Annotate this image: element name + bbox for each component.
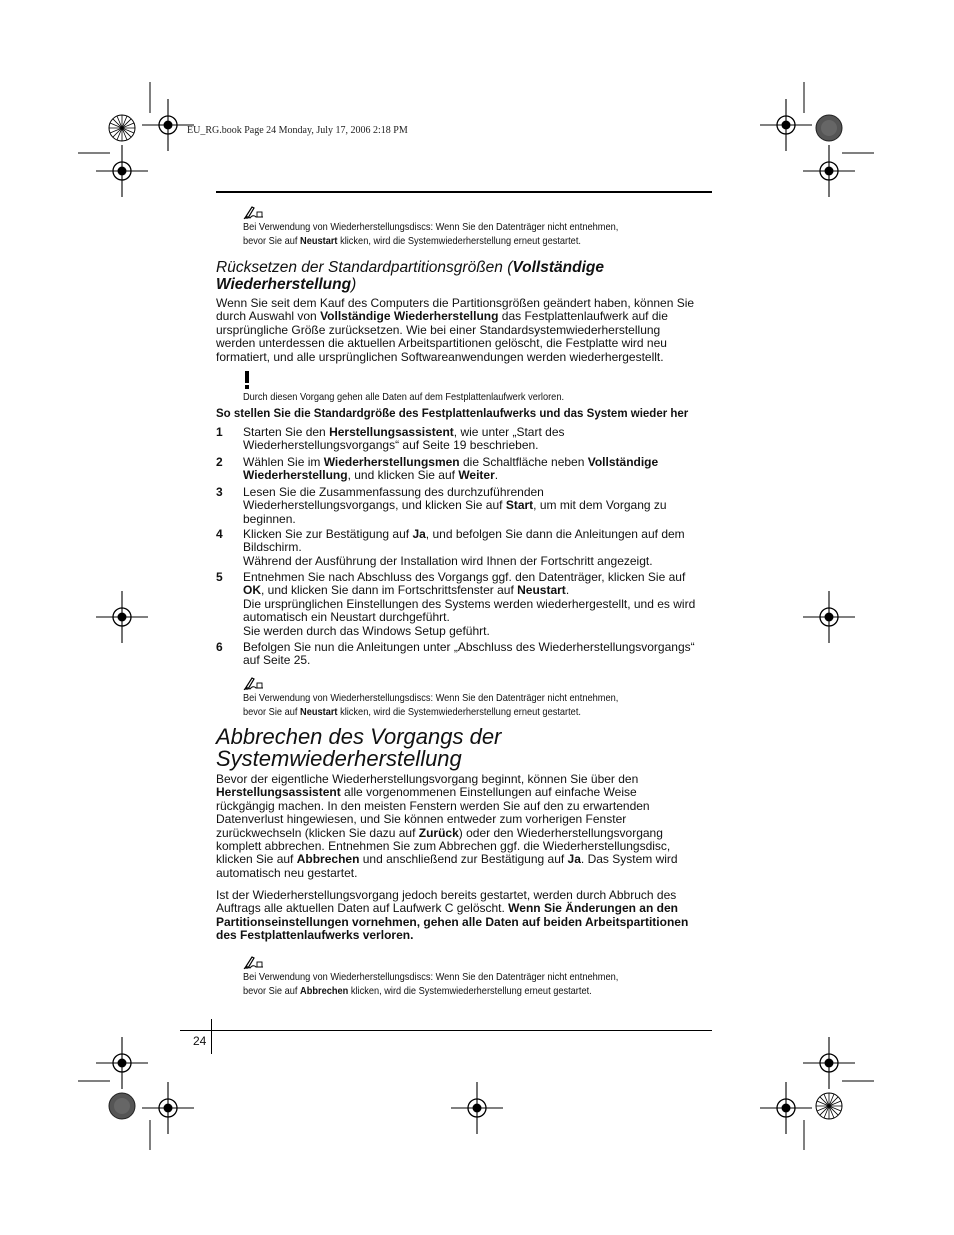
step-4: 4 Klicken Sie zur Bestätigung auf Ja, und befolgen Sie dann die Anleitungen auf dem Bildschirm. Während der Ausführung der Installation wird Ihnen der Fortschritt angezeigt. [216, 527, 685, 568]
page-number: 24 [193, 1034, 207, 1048]
section-2-paragraph-2: Ist der Wiederherstellungsvorgang jedoch bereits gestartet, werden durch Abbruch des Auftrags alle aktuellen Daten auf Laufwerk C gelöscht. Wenn Sie Änderungen an den Partitionseinstellungen vornehmen, gehen alle Daten auf beiden Arbeitspartitionen des Festplattenlaufwerks verloren. [216, 888, 689, 943]
bottom-rule [180, 1030, 712, 1031]
note-3 [243, 954, 713, 998]
print-header: EU_RG.book Page 24 Monday, July 17, 2006 2:18 PM [187, 125, 408, 136]
note-pen-icon [243, 204, 713, 220]
note-2-text: Bei Verwendung von Wiederherstellungsdiscs: Wenn Sie den Datenträger nicht entnehmen, bevor Sie auf Neustart klicken, wird die Systemwiederherstellung erneut gestartet. [243, 692, 619, 718]
warning-text: Durch diesen Vorgang gehen alle Daten auf dem Festplattenlaufwerk verloren. [243, 391, 565, 403]
step-6: 6 Befolgen Sie nun die Anleitungen unter „Abschluss des Wiederherstellungsvorgangs“ auf Seite 25. [216, 640, 695, 668]
footer-divider [211, 1019, 212, 1054]
step-1: 1 Starten Sie den Herstellungsassistent, wie unter „Start des Wiederherstellungsvorgangs“ auf Seite 19 beschrieben. [216, 425, 565, 453]
step-3: 3 Lesen Sie die Zusammenfassung des durchzuführenden Wiederherstellungsvorgangs, und klicken Sie auf Start, um mit dem Vorgang zu beginnen. [216, 485, 667, 526]
warning-note [243, 371, 713, 404]
top-rule [216, 191, 712, 193]
note-1 [243, 204, 713, 248]
note-1-text: Bei Verwendung von Wiederherstellungsdiscs: Wenn Sie den Datenträger nicht entnehmen, bevor Sie auf Neustart klicken, wird die Systemwiederherstellung erneut gestartet. [243, 221, 619, 247]
section-1-paragraph: Wenn Sie seit dem Kauf des Computers die Partitionsgrößen geändert haben, können Sie durch Auswahl von Vollständige Wiederherstellung das Festplattenlaufwerk auf die ursprüngliche Größe zurücksetzen. Wie bei einer Standardsystemwiederherstellung werden unterdessen die aktuellen Arbeitspartitionen gelöscht, die Festplatte wird neu formatiert, und alle ursprünglichen Softwareanwendungen werden wiederhergestellt. [216, 296, 695, 364]
section-heading-cancel-recovery: Abbrechen des Vorgangs der Systemwiederherstellung [216, 724, 502, 771]
note-pen-icon [243, 675, 713, 691]
note-pen-icon [243, 954, 713, 970]
section-2-paragraph-1: Bevor der eigentliche Wiederherstellungsvorgang beginnt, können Sie über den Herstellungsassistent alle vorgenommenen Einstellungen auf einfache Weise rückgängig machen. In den meisten Fenstern werden Sie auf den zu erwartenden Datenverlust hingewiesen, und Sie können entweder zum vorherigen Fenster zurückwechseln (klicken Sie dazu auf Zurück) oder den Wiederherstellungsvorgang komplett abbrechen. Entnehmen Sie zum Abbrechen ggf. die Wiederherstellungsdisc, klicken Sie auf Abbrechen und anschließend zur Bestätigung auf Ja. Das System wird automatisch neu gestartet. [216, 772, 678, 880]
exclamation-icon [243, 371, 713, 389]
step-2: 2 Wählen Sie im Wiederherstellungsmen die Schaltfläche neben Vollständige Wiederherstellung, und klicken Sie auf Weiter. [216, 455, 659, 483]
step-5: 5 Entnehmen Sie nach Abschluss des Vorgangs ggf. den Datenträger, klicken Sie auf OK, und klicken Sie dann im Fortschrittsfenster auf Neustart. Die ursprünglichen Einstellungen des Systems werden wiederhergestellt, und es wird automatisch ein Neustart durchgeführt. Sie werden durch das Windows Setup geführt. [216, 570, 696, 638]
section-heading-reset-partitions: Rücksetzen der Standardpartitionsgrößen (Vollständige Wiederherstellung) [216, 259, 604, 293]
note-3-text: Bei Verwendung von Wiederherstellungsdiscs: Wenn Sie den Datenträger nicht entnehmen, bevor Sie auf Abbrechen klicken, wird die Systemwiederherstellung erneut gestartet. [243, 971, 619, 997]
steps-title: So stellen Sie die Standardgröße des Festplattenlaufwerks und das System wieder her [216, 408, 689, 420]
note-2 [243, 675, 713, 719]
